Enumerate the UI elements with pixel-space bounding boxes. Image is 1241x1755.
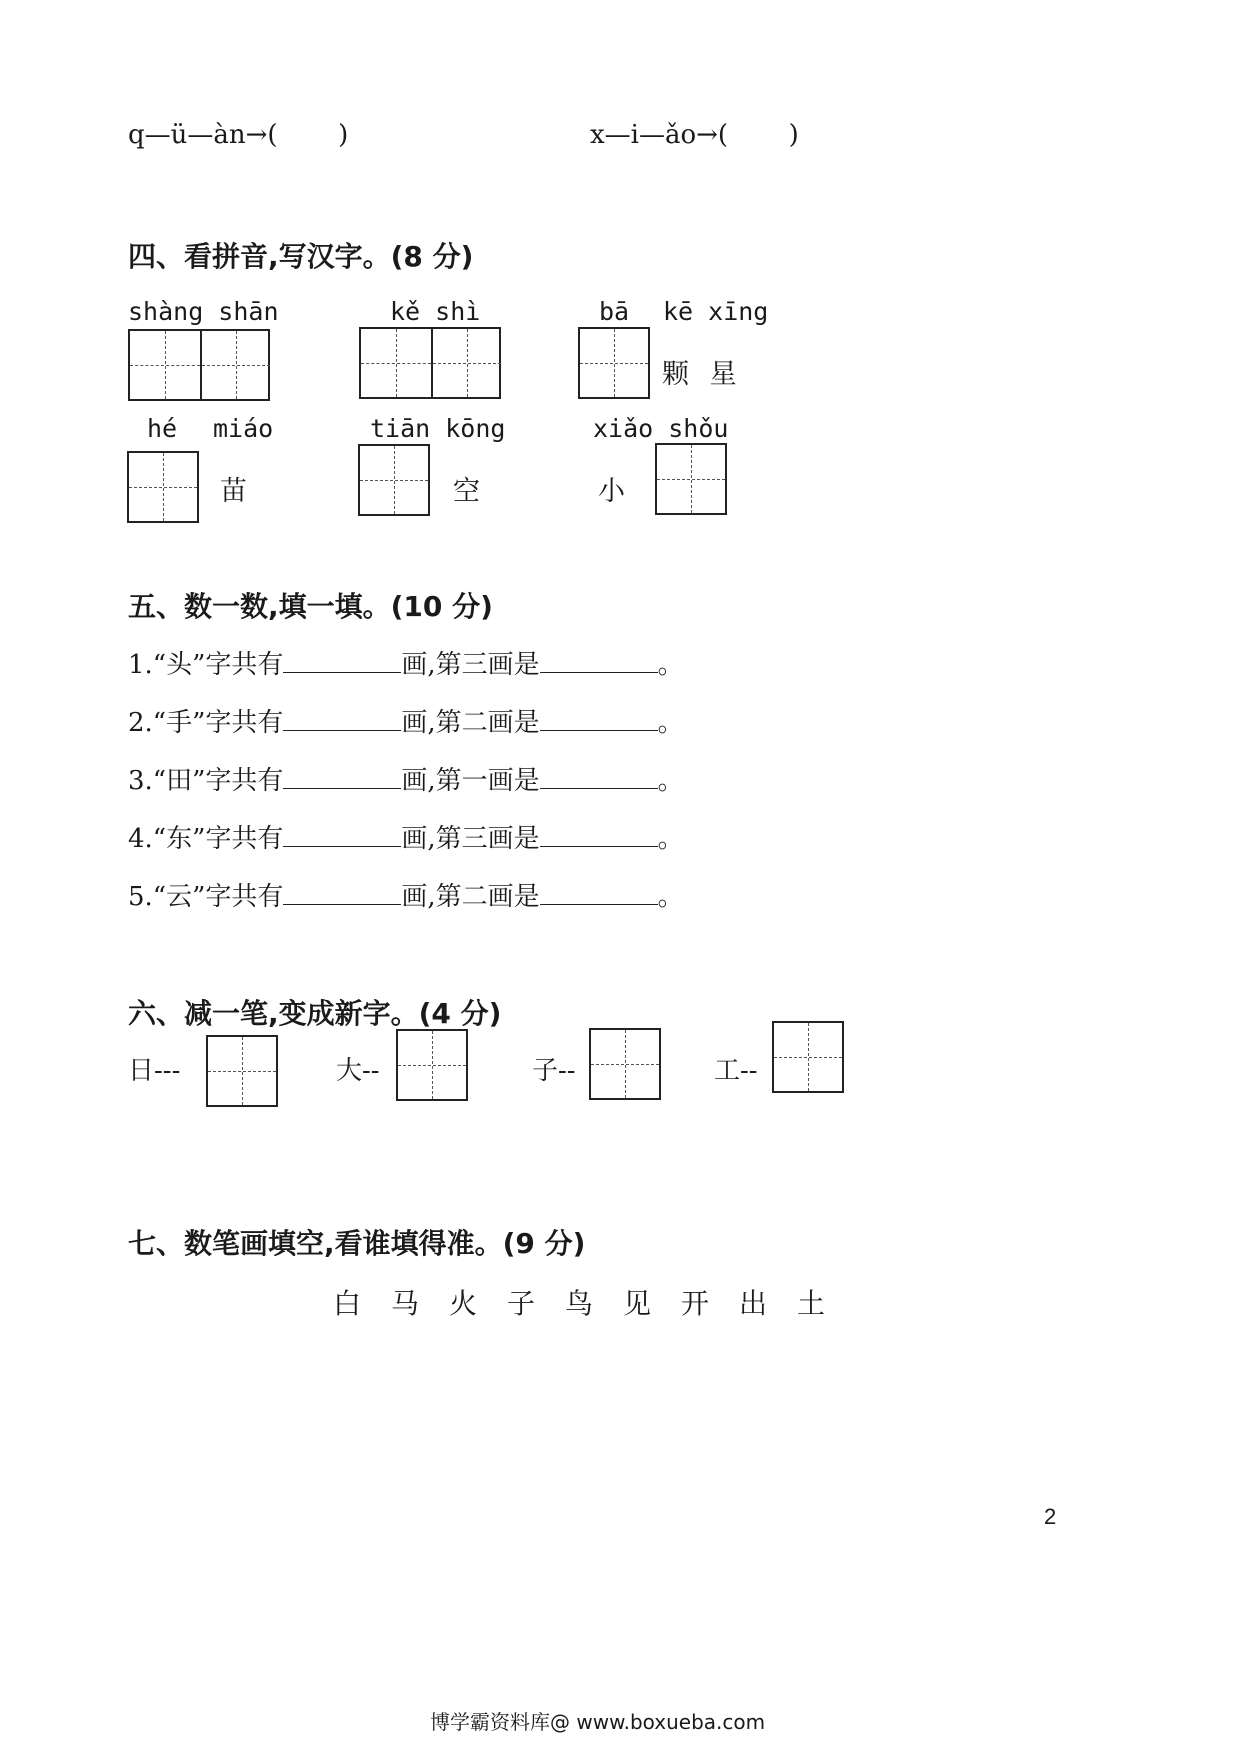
section6-title: 六、减一笔,变成新字。(4 分): [128, 997, 502, 1030]
s7-char: 鸟: [564, 1287, 593, 1320]
s5-item-prefix: 2.“手”字共有: [128, 708, 284, 738]
s5-item-mid: 画,第二画是: [401, 882, 540, 912]
answer-blank[interactable]: [540, 646, 658, 673]
answer-blank[interactable]: [283, 704, 401, 731]
s7-char: 火: [448, 1287, 477, 1320]
s5-item-prefix: 1.“头”字共有: [128, 650, 284, 680]
section4-title: 四、看拼音,写汉字。(8 分): [128, 240, 474, 273]
s5-item-mid: 画,第二画是: [401, 708, 540, 738]
s5-item-end: 。: [657, 708, 684, 738]
s6-item1-label: 日---: [128, 1056, 181, 1086]
s5-item-mid: 画,第一画是: [401, 766, 540, 796]
s5-item-4: [128, 818, 684, 855]
s7-char: 开: [680, 1287, 709, 1320]
s6-writing-box4[interactable]: [772, 1021, 844, 1093]
s6-writing-box3[interactable]: [589, 1028, 661, 1100]
s5-item-end: 。: [657, 766, 684, 796]
spelling-right-close: ): [788, 120, 799, 150]
s5-item-2: [128, 702, 684, 739]
s4-r1-writing-box1[interactable]: [128, 329, 270, 401]
s7-char: 马: [390, 1287, 419, 1320]
s6-writing-box1[interactable]: [206, 1035, 278, 1107]
s6-item4-label: 工--: [714, 1056, 758, 1086]
s7-char-list: [318, 1282, 840, 1322]
s5-item-end: 。: [657, 824, 684, 854]
s7-char: 土: [796, 1287, 825, 1320]
s6-item3-label: 子--: [532, 1056, 576, 1086]
s5-item-3: [128, 760, 684, 797]
section5-title: 五、数一数,填一填。(10 分): [128, 590, 493, 623]
s5-item-prefix: 3.“田”字共有: [128, 766, 284, 796]
answer-blank[interactable]: [283, 762, 401, 789]
s4-r2-char1: 苗: [220, 476, 247, 507]
s4-r2-pinyin2: tiān kōng: [370, 414, 506, 443]
answer-blank[interactable]: [540, 762, 658, 789]
s6-item2-label: 大--: [336, 1056, 380, 1086]
s5-item-end: 。: [657, 650, 684, 680]
s4-r2-char2: 空: [453, 476, 480, 507]
s5-item-1: [128, 644, 684, 681]
s7-char: 见: [622, 1287, 651, 1320]
answer-blank[interactable]: [283, 878, 401, 905]
s4-r1-pinyin2: kě shì: [390, 297, 481, 326]
s5-item-mid: 画,第三画是: [401, 824, 540, 854]
s5-item-mid: 画,第三画是: [401, 650, 540, 680]
answer-blank[interactable]: [540, 704, 658, 731]
s5-item-5: [128, 876, 684, 913]
s4-r2-writing-box3[interactable]: [655, 443, 727, 515]
s4-r1-pinyin1: shàng shān: [128, 297, 279, 326]
s4-r1-writing-box2[interactable]: [359, 327, 501, 399]
s5-item-end: 。: [657, 882, 684, 912]
s4-r1-pinyin3b: kē xīng: [663, 297, 769, 326]
s4-r2-pinyin3: xiǎo shǒu: [593, 414, 729, 443]
footer-watermark: 博学霸资料库@ www.boxueba.com: [430, 1710, 766, 1734]
spelling-right: [590, 120, 799, 150]
s4-r1-writing-box3[interactable]: [578, 327, 650, 399]
s5-item-prefix: 4.“东”字共有: [128, 824, 284, 854]
spelling-left-close: ): [338, 120, 349, 150]
s4-r2-pinyin1a: hé: [147, 414, 178, 443]
s6-writing-box2[interactable]: [396, 1029, 468, 1101]
s4-r2-char3: 小: [598, 476, 625, 507]
s7-char: 子: [506, 1287, 535, 1320]
section7-title: 七、数笔画填空,看谁填得准。(9 分): [128, 1227, 586, 1260]
s4-r2-writing-box2[interactable]: [358, 444, 430, 516]
spelling-left: [128, 120, 348, 150]
s5-item-prefix: 5.“云”字共有: [128, 882, 284, 912]
s7-char: 出: [738, 1287, 767, 1320]
s4-r1-pinyin3a: bā: [599, 297, 630, 326]
s4-r1-chars3: 颗 星: [662, 359, 743, 390]
spelling-left-text: q—ü—àn→(: [128, 120, 278, 150]
answer-blank[interactable]: [283, 646, 401, 673]
page-number: 2: [1044, 1504, 1057, 1529]
s7-char: 白: [332, 1287, 361, 1320]
answer-blank[interactable]: [540, 820, 658, 847]
answer-blank[interactable]: [540, 878, 658, 905]
s4-r2-pinyin1b: miáo: [213, 414, 274, 443]
s4-r2-writing-box1[interactable]: [127, 451, 199, 523]
spelling-right-text: x—i—ǎo→(: [590, 120, 729, 150]
answer-blank[interactable]: [283, 820, 401, 847]
